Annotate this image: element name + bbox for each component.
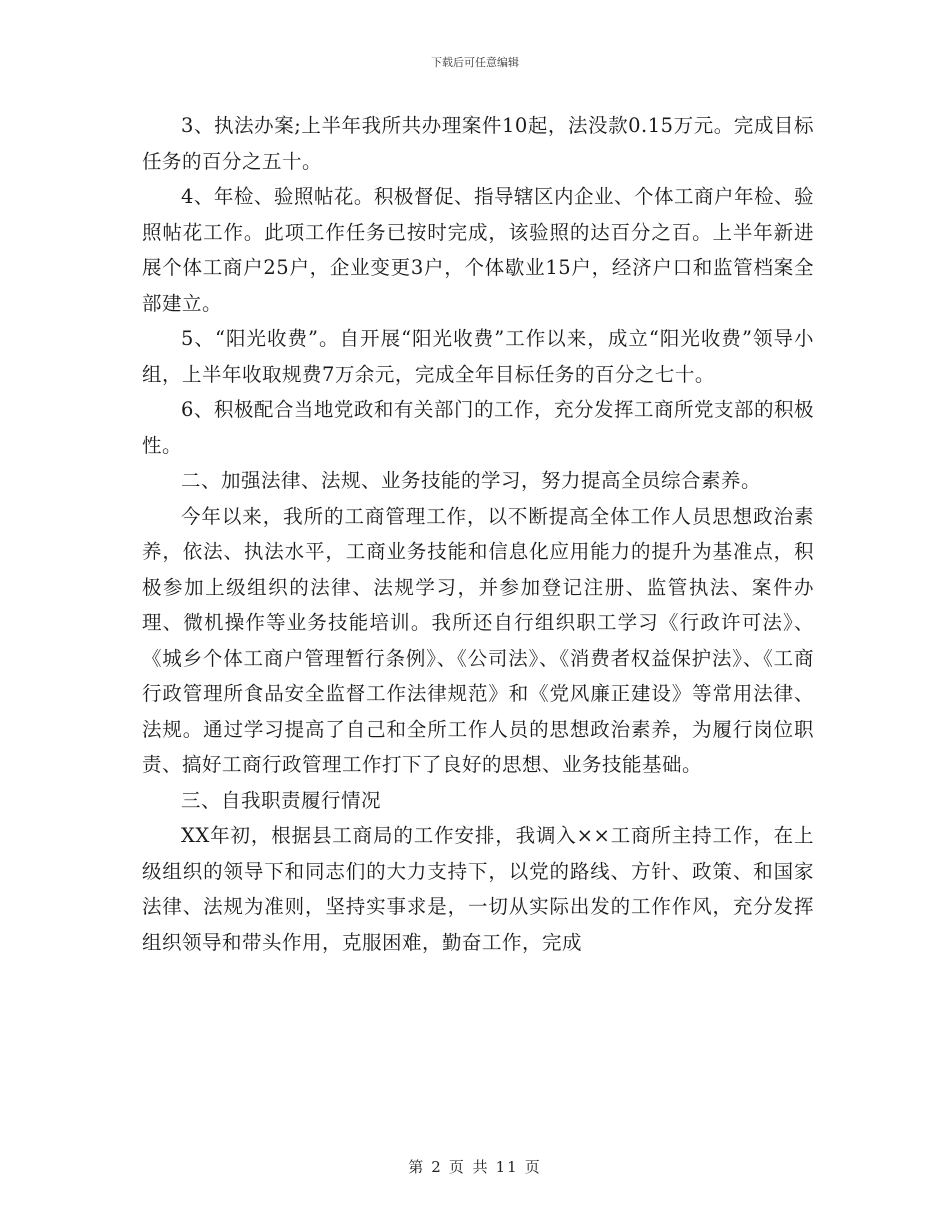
footer-page-number: 2	[431, 1158, 443, 1176]
section-heading-study: 二、加强法律、法规、业务技能的学习，努力提高全员综合素养。	[181, 469, 762, 492]
page-footer	[0, 1156, 950, 1177]
footer-total-pages: 11	[495, 1158, 519, 1176]
footer-middle: 页 共	[448, 1158, 490, 1176]
paragraph-annual-inspection: 4、年检、验照帖花。积极督促、指导辖区内企业、个体工商户年检、验照帖花工作。此项工作任务已按时完成，该验照的达百分之百。上半年新进展个体工商户25户，企业变更3户，个体歇业15户，经济户口和监管档案全部建立。	[142, 185, 814, 315]
section-heading-duties: 三、自我职责履行情况	[181, 788, 382, 812]
paragraph-enforcement: 3、执法办案;上半年我所共办理案件10起，法没款0.15万元。完成目标任务的百分之五十。	[142, 114, 814, 173]
page-header: 下载后可任意编辑	[431, 56, 519, 69]
paragraph-duties: XX年初，根据县工商局的工作安排，我调入××工商所主持工作，在上级组织的领导下和同志们的大力支持下，以党的路线、方针、政策、和国家法律、法规为准则，坚持实事求是，一切从实际出发的工作作风，充分发挥组织领导和带头作用，克服困难，勤奋工作，完成	[142, 824, 814, 954]
footer-prefix: 第	[408, 1158, 426, 1176]
paragraph-sunshine-fees: 5、“阳光收费”。自开展“阳光收费”工作以来，成立“阳光收费”领导小组，上半年收取规费7万余元，完成全年目标任务的百分之七十。	[142, 327, 814, 386]
paragraph-study: 今年以来，我所的工商管理工作，以不断提高全体工作人员思想政治素养，依法、执法水平，工商业务技能和信息化应用能力的提升为基准点，积极参加上级组织的法律、法规学习，并参加登记注册、监管执法、案件办理、微机操作等业务技能培训。我所还自行组织职工学习《行政许可法》、《城乡个体工商户管理暂行条例》、《公司法》、《消费者权益保护法》、《工商行政管理所食品安全监督工作法律规范》和《党风廉正建设》等常用法律、法规。通过学习提高了自己和全所工作人员的思想政治素养，为履行岗位职责、搞好工商行政管理工作打下了良好的思想、业务技能基础。	[142, 504, 814, 776]
document-body	[142, 108, 814, 960]
footer-suffix: 页	[524, 1158, 542, 1176]
paragraph-cooperation: 6、积极配合当地党政和有关部门的工作，充分发挥工商所党支部的积极性。	[142, 398, 814, 457]
